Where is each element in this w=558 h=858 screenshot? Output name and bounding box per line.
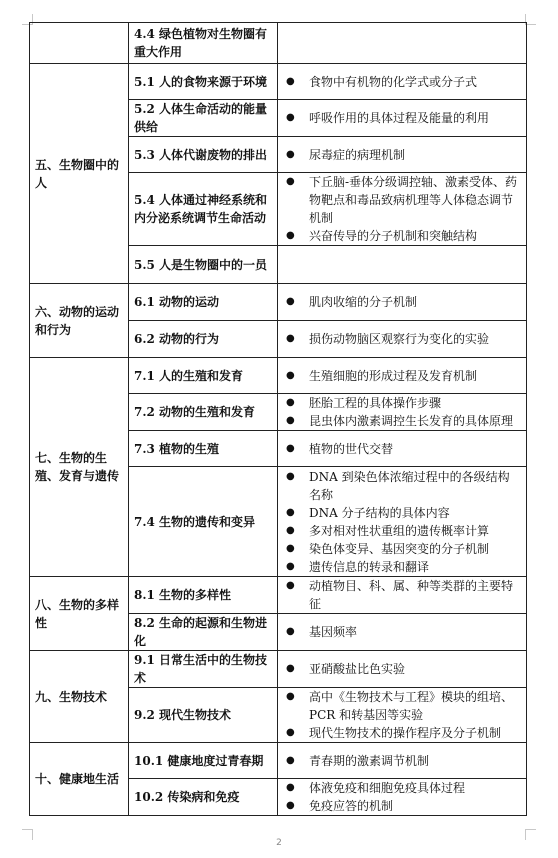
list-item xyxy=(283,412,521,430)
point-text: 染色体变异、基因突变的分子机制 xyxy=(309,541,490,556)
topic-title: 8.2 生命的起源和生物进化 xyxy=(129,614,278,651)
unit-title: 八、生物的多样性 xyxy=(30,577,129,651)
knowledge-points xyxy=(278,137,527,173)
point-text: 青春期的激素调节机制 xyxy=(309,753,430,768)
list-item xyxy=(283,688,521,724)
knowledge-points xyxy=(278,394,527,431)
topic-title: 7.1 人的生殖和发育 xyxy=(129,358,278,394)
list-item xyxy=(283,522,521,540)
bullet-icon: ● xyxy=(286,626,295,637)
bullet-icon: ● xyxy=(286,333,295,344)
knowledge-points xyxy=(278,284,527,321)
knowledge-points xyxy=(278,467,527,577)
list-item xyxy=(283,724,521,742)
table-row xyxy=(30,23,527,64)
point-text: 植物的世代交替 xyxy=(309,441,394,456)
bullet-icon: ● xyxy=(286,176,295,187)
topic-title: 5.2 人体生命活动的能量供给 xyxy=(129,100,278,137)
knowledge-points xyxy=(278,577,527,614)
bullet-icon: ● xyxy=(286,442,295,454)
table-row xyxy=(30,743,527,779)
topic-title: 10.1 健康地度过青春期 xyxy=(129,743,278,779)
knowledge-points xyxy=(278,651,527,688)
point-text: 动植物目、科、属、种等类群的主要特征 xyxy=(309,579,514,611)
topic-title: 7.4 生物的遗传和变异 xyxy=(129,467,278,577)
bullet-icon: ● xyxy=(286,148,295,160)
bullet-icon: ● xyxy=(286,112,295,123)
list-item xyxy=(283,109,521,127)
point-text: DNA 分子结构的具体内容 xyxy=(309,505,450,520)
list-item xyxy=(283,540,521,558)
list-item xyxy=(283,330,521,348)
bullet-icon: ● xyxy=(286,663,295,674)
topic-title: 5.1 人的食物来源于环境 xyxy=(129,64,278,100)
unit-title: 九、生物技术 xyxy=(30,651,129,743)
topic-title: 9.2 现代生物技术 xyxy=(129,688,278,743)
knowledge-points xyxy=(278,779,527,816)
list-item xyxy=(283,752,521,770)
list-item xyxy=(283,394,521,412)
knowledge-points xyxy=(278,614,527,651)
bullet-icon: ● xyxy=(286,727,295,738)
list-item xyxy=(283,440,521,458)
knowledge-points xyxy=(278,321,527,358)
curriculum-table xyxy=(29,22,527,816)
table-row xyxy=(30,64,527,100)
unit-title: 七、生物的生殖、发育与遗传 xyxy=(30,358,129,577)
topic-title: 7.2 动物的生殖和发育 xyxy=(129,394,278,431)
topic-title: 5.5 人是生物圈中的一员 xyxy=(129,246,278,284)
list-item xyxy=(283,173,521,227)
topic-title: 10.2 传染病和免疫 xyxy=(129,779,278,816)
unit-title: 五、生物圈中的人 xyxy=(30,64,129,284)
knowledge-points xyxy=(278,23,527,64)
point-text: 高中《生物技术与工程》模块的组培、PCR 和转基因等实验 xyxy=(309,690,514,722)
point-text: 体液免疫和细胞免疫具体过程 xyxy=(309,781,466,795)
table-row xyxy=(30,651,527,688)
unit-title xyxy=(30,23,129,64)
knowledge-points xyxy=(278,431,527,467)
point-text: 胚胎工程的具体操作步骤 xyxy=(309,396,442,410)
point-text: 昆虫体内激素调控生长发育的具体原理 xyxy=(309,414,514,428)
bullet-icon: ● xyxy=(286,75,295,87)
table-row xyxy=(30,358,527,394)
bullet-icon: ● xyxy=(286,397,295,408)
topic-title: 5.3 人体代谢废物的排出 xyxy=(129,137,278,173)
knowledge-points xyxy=(278,688,527,743)
list-item xyxy=(283,293,521,311)
knowledge-points xyxy=(278,100,527,137)
curriculum-table-body xyxy=(30,23,527,816)
topic-title: 8.1 生物的多样性 xyxy=(129,577,278,614)
list-item xyxy=(283,227,521,245)
bullet-icon: ● xyxy=(286,415,295,426)
point-text: 肌肉收缩的分子机制 xyxy=(309,295,418,309)
unit-title: 十、健康地生活 xyxy=(30,743,129,816)
knowledge-points xyxy=(278,173,527,246)
bullet-icon: ● xyxy=(286,560,295,572)
point-text: 食物中有机物的化学式或分子式 xyxy=(309,74,478,89)
point-text: 亚硝酸盐比色实验 xyxy=(309,662,406,676)
point-text: 多对相对性状重组的遗传概率计算 xyxy=(309,523,490,538)
point-text: 呼吸作用的具体过程及能量的利用 xyxy=(309,111,490,125)
point-text: 基因频率 xyxy=(309,625,358,639)
bullet-icon: ● xyxy=(286,542,295,554)
point-text: 生殖细胞的形成过程及发育机制 xyxy=(309,368,478,383)
point-text: 遗传信息的转录和翻译 xyxy=(309,559,430,574)
topic-title: 5.4 人体通过神经系统和内分泌系统调节生命活动 xyxy=(129,173,278,246)
point-text: 损伤动物脑区观察行为变化的实验 xyxy=(309,332,490,346)
bullet-icon: ● xyxy=(286,754,295,766)
point-text: 兴奋传导的分子机制和突触结构 xyxy=(309,229,478,243)
bullet-icon: ● xyxy=(286,506,295,518)
knowledge-points xyxy=(278,358,527,394)
list-item xyxy=(283,146,521,164)
table-row xyxy=(30,577,527,614)
page-number: 2 xyxy=(276,838,282,848)
list-item xyxy=(283,468,521,504)
list-item xyxy=(283,558,521,576)
table-row xyxy=(30,284,527,321)
bullet-icon: ● xyxy=(286,230,295,241)
bullet-icon: ● xyxy=(286,800,295,811)
knowledge-points xyxy=(278,743,527,779)
point-text: 尿毒症的病理机制 xyxy=(309,147,406,162)
bullet-icon: ● xyxy=(286,369,295,381)
topic-title: 9.1 日常生活中的生物技术 xyxy=(129,651,278,688)
list-item xyxy=(283,504,521,522)
list-item xyxy=(283,623,521,641)
list-item xyxy=(283,797,521,815)
point-text: 免疫应答的机制 xyxy=(309,799,394,813)
bullet-icon: ● xyxy=(286,580,295,591)
list-item xyxy=(283,367,521,385)
topic-title: 7.3 植物的生殖 xyxy=(129,431,278,467)
point-text: 下丘脑-垂体分级调控轴、激素受体、药物靶点和毒品致病机理等人体稳态调节机制 xyxy=(309,175,518,225)
unit-title: 六、动物的运动和行为 xyxy=(30,284,129,358)
bullet-icon: ● xyxy=(286,470,295,482)
bullet-icon: ● xyxy=(286,524,295,536)
point-text: 现代生物技术的操作程序及分子机制 xyxy=(309,726,502,740)
topic-title: 4.4 绿色植物对生物圈有重大作用 xyxy=(129,23,278,64)
list-item xyxy=(283,660,521,678)
knowledge-points xyxy=(278,246,527,284)
list-item xyxy=(283,73,521,91)
topic-title: 6.1 动物的运动 xyxy=(129,284,278,321)
bullet-icon: ● xyxy=(286,296,295,307)
list-item xyxy=(283,779,521,797)
bullet-icon: ● xyxy=(286,782,295,793)
topic-title: 6.2 动物的行为 xyxy=(129,321,278,358)
bullet-icon: ● xyxy=(286,691,295,702)
list-item xyxy=(283,577,521,613)
knowledge-points xyxy=(278,64,527,100)
point-text: DNA 到染色体浓缩过程中的各级结构名称 xyxy=(309,469,510,502)
